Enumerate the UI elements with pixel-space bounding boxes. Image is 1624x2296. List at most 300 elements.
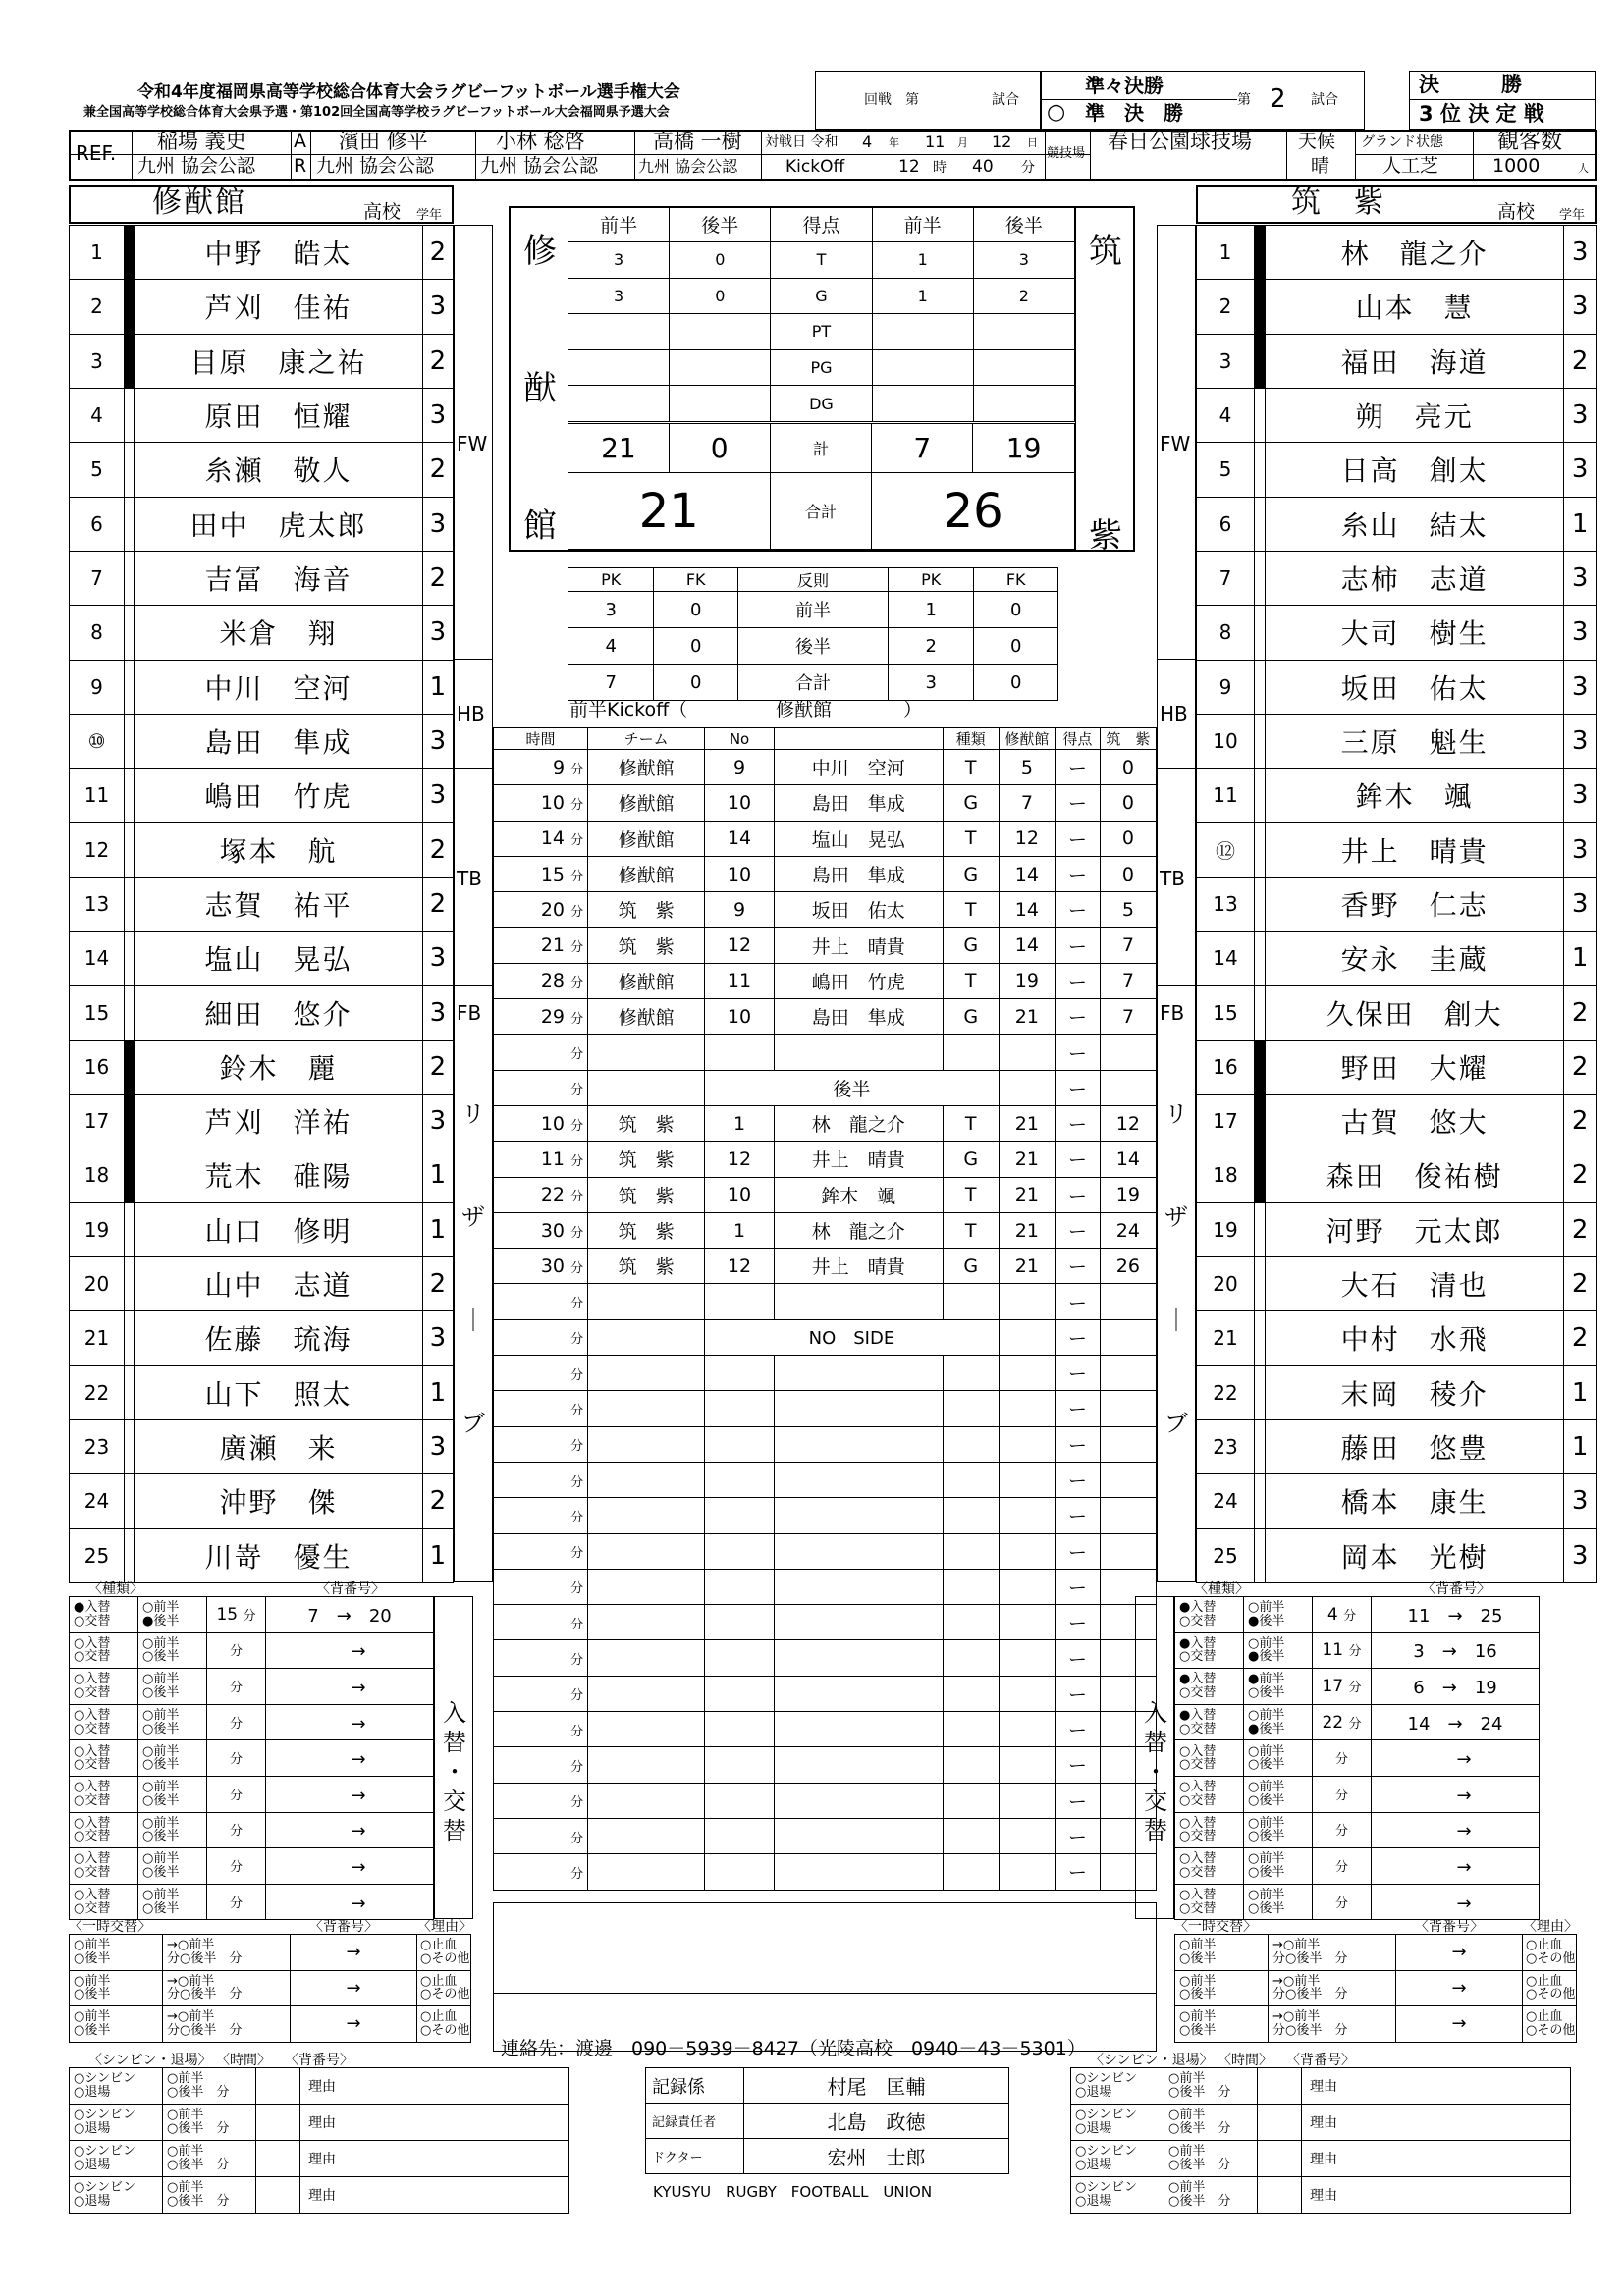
roster-row xyxy=(1197,1095,1597,1148)
penalty-header: FK xyxy=(974,568,1058,592)
log-dash: ー xyxy=(1056,1712,1101,1747)
temp-number-label: 〈背番号〉 xyxy=(309,1919,378,1935)
sub-vertical-char: 替 xyxy=(443,1817,466,1844)
jersey-number: 5 xyxy=(70,443,125,497)
official-name: 北島 政徳 xyxy=(744,2104,1009,2139)
sub-row: ○入替 ○交替 ○前半 ○後半 分 → xyxy=(70,1632,434,1669)
log-left-score: 21 xyxy=(999,1212,1055,1248)
penalty-cell: 合計 xyxy=(738,665,889,701)
log-time: 14 分 xyxy=(494,821,588,856)
front-row-marker xyxy=(1254,1311,1265,1365)
sub-out-number: 14 xyxy=(1407,1713,1431,1735)
sub-row: ●入替 ○交替 ○前半 ●後半 22 分 14 → 24 xyxy=(1175,1704,1540,1740)
arrow-icon: → xyxy=(1451,1977,1467,1999)
player-name: 林 龍之介 xyxy=(1265,226,1563,280)
player-name: 米倉 翔 xyxy=(135,606,423,660)
log-right-score: 5 xyxy=(1100,892,1156,928)
front-row-marker xyxy=(1254,823,1265,877)
sub-in-number: 19 xyxy=(1474,1677,1497,1698)
jersey-number: 14 xyxy=(70,932,125,986)
roster-row xyxy=(1197,1474,1597,1528)
jersey-number: 8 xyxy=(70,606,125,660)
log-time: 分 xyxy=(494,1356,588,1391)
left-team-vertical xyxy=(520,231,560,548)
reserve-char: リ xyxy=(1164,1100,1188,1128)
reserve-char: リ xyxy=(461,1100,485,1128)
log-dash: ー xyxy=(1056,821,1101,856)
player-grade: 2 xyxy=(422,1474,453,1528)
score-header: 後半 xyxy=(973,207,1074,242)
log-right-score: 12 xyxy=(1100,1105,1156,1141)
left-grade-label: 学年 xyxy=(416,208,443,223)
log-jersey: 14 xyxy=(705,821,775,856)
roster-row xyxy=(1197,1311,1597,1365)
score-cell xyxy=(568,349,670,386)
player-grade: 2 xyxy=(1564,1095,1597,1148)
sub-vertical-char: 入 xyxy=(1144,1699,1167,1727)
player-name: 塚本 航 xyxy=(135,823,423,877)
sub-vertical-char: ・ xyxy=(1144,1758,1167,1786)
sinbin-row: ○シンビン ○退場 ○前半 ○後半 分 理由 xyxy=(70,2177,569,2214)
roster-row xyxy=(1197,443,1597,497)
sinbin-row: ○シンビン ○退場 ○前半 ○後半 分 理由 xyxy=(1071,2105,1571,2141)
log-time: 9 分 xyxy=(494,750,588,785)
arrow-icon: → xyxy=(336,1605,352,1627)
sub-row: ○入替 ○交替 ○前半 ○後半 分 → xyxy=(70,1848,434,1885)
sub-row: ○入替 ○交替 ○前半 ○後半 分 → xyxy=(70,1740,434,1777)
sub-vertical-char: 替 xyxy=(443,1729,466,1756)
player-grade: 2 xyxy=(1564,1202,1597,1256)
jersey-number: 1 xyxy=(1197,226,1255,280)
roster-row xyxy=(70,606,454,660)
right-team-name: 筑 紫 xyxy=(1291,186,1385,220)
log-row xyxy=(494,785,1157,821)
right-first-half-points: 7 xyxy=(872,424,973,473)
front-row-marker xyxy=(1254,1365,1265,1419)
log-header: チーム xyxy=(588,728,705,750)
score-cell: T xyxy=(771,242,872,279)
log-time: 15 分 xyxy=(494,856,588,891)
player-name: 大石 清也 xyxy=(1265,1256,1563,1310)
log-time: 分 xyxy=(494,1747,588,1783)
arrow-icon: → xyxy=(1456,1821,1472,1842)
log-kind: T xyxy=(943,1212,999,1248)
arrow-icon: → xyxy=(1456,1749,1472,1771)
log-row xyxy=(494,750,1157,785)
roster-row xyxy=(1197,1148,1597,1202)
log-dash: ー xyxy=(1056,856,1101,891)
log-team: 筑 紫 xyxy=(588,1105,705,1141)
log-time: 分 xyxy=(494,1533,588,1569)
jersey-number: 7 xyxy=(70,551,125,605)
log-dash: ー xyxy=(1056,1391,1101,1426)
jersey-number: 11 xyxy=(70,769,125,823)
temp-row: ○前半 ○後半 →○前半 分○後半 分 → ○止血 ○その他 xyxy=(1175,1970,1577,2006)
no-side-label: NO SIDE xyxy=(705,1319,1000,1355)
log-kind: G xyxy=(943,856,999,891)
sub-table xyxy=(69,1596,434,1920)
log-player: 中川 空河 xyxy=(774,750,943,785)
log-row xyxy=(494,1035,1157,1070)
official-role: ドクター xyxy=(646,2139,744,2174)
score-header: 前半 xyxy=(568,207,670,242)
penalty-cell: 0 xyxy=(654,592,738,628)
front-row-marker xyxy=(1254,1202,1265,1256)
attendance-unit: 人 xyxy=(1578,162,1589,175)
score-totals xyxy=(568,423,1075,550)
player-name: 橋本 康生 xyxy=(1265,1474,1563,1528)
title-line-2: 兼全国高等学校総合体育大会県予選・第102回全国高等学校ラグビーフットボール大会福岡県予選大会 xyxy=(83,105,670,120)
reserve-char: ザ xyxy=(461,1203,485,1231)
log-dash: ー xyxy=(1056,892,1101,928)
player-grade: 2 xyxy=(422,443,453,497)
log-time: 分 xyxy=(494,1498,588,1533)
venue-name: 春日公園球技場 xyxy=(1108,130,1252,153)
player-grade: 2 xyxy=(1564,334,1597,388)
log-time: 分 xyxy=(494,1676,588,1711)
log-left-score: 21 xyxy=(999,1142,1055,1177)
temp-row: ○前半 ○後半 →○前半 分○後半 分 → ○止血 ○その他 xyxy=(1175,1935,1577,1971)
log-dash: ー xyxy=(1056,999,1101,1035)
temp-row: ○前半 ○後半 →○前半 分○後半 分 → ○止血 ○その他 xyxy=(70,2006,471,2043)
jersey-number: 16 xyxy=(1197,1040,1255,1094)
log-player: 坂田 佑太 xyxy=(774,892,943,928)
left-sinbin-table xyxy=(69,2067,569,2214)
temp-row: ○前半 ○後半 →○前半 分○後半 分 → ○止血 ○その他 xyxy=(1175,2006,1577,2043)
roster-row xyxy=(1197,226,1597,280)
right-second-half-points: 19 xyxy=(973,424,1075,473)
penalty-header: PK xyxy=(888,568,973,592)
arrow-icon: → xyxy=(346,1977,361,1999)
sub-row: ●入替 ○交替 ○前半 ●後半 11 分 3 → 16 xyxy=(1175,1632,1540,1669)
log-header: 時間 xyxy=(494,728,588,750)
log-header: No xyxy=(705,728,775,750)
player-grade: 3 xyxy=(1564,606,1597,660)
front-row-marker xyxy=(125,1256,135,1310)
jersey-number: 16 xyxy=(70,1040,125,1094)
log-row xyxy=(494,1783,1157,1818)
log-team: 修猷館 xyxy=(588,963,705,998)
arrow-icon: → xyxy=(351,1821,366,1842)
player-grade: 1 xyxy=(422,660,453,714)
player-grade: 3 xyxy=(1564,226,1597,280)
ref-label: REF. xyxy=(76,141,117,165)
player-name: 島田 隼成 xyxy=(135,714,423,768)
left-pos-reserve xyxy=(459,1099,488,1438)
official-name: 村尾 匡輔 xyxy=(744,2068,1009,2104)
reserve-char: ｜ xyxy=(1164,1307,1188,1334)
player-grade: 2 xyxy=(1564,986,1597,1040)
arrow-icon: → xyxy=(1451,2013,1467,2035)
front-row-marker xyxy=(1254,443,1265,497)
log-time: 分 xyxy=(494,1818,588,1853)
log-dash: ー xyxy=(1056,750,1101,785)
front-row-marker xyxy=(125,1095,135,1148)
log-row xyxy=(494,1569,1157,1604)
score-cell xyxy=(872,386,973,422)
jersey-number: 9 xyxy=(1197,660,1255,714)
circle-mark: ○ xyxy=(1047,100,1066,125)
jersey-number: 25 xyxy=(1197,1528,1255,1582)
log-player: 嶋田 竹虎 xyxy=(774,963,943,998)
jersey-number: 22 xyxy=(70,1365,125,1419)
sub-row: ●入替 ○交替 ○前半 ●後半 15 分 7 → 20 xyxy=(70,1597,434,1633)
sub-minute: 15 xyxy=(216,1604,239,1625)
penalty-cell: 1 xyxy=(888,592,973,628)
player-grade: 2 xyxy=(422,823,453,877)
log-row xyxy=(494,1212,1157,1248)
roster-row xyxy=(1197,551,1597,605)
ar1-name: 濱田 修平 xyxy=(339,130,428,153)
arrow-icon: → xyxy=(351,1785,366,1806)
log-right-score: 26 xyxy=(1100,1249,1156,1284)
log-team: 筑 紫 xyxy=(588,892,705,928)
front-row-marker xyxy=(125,823,135,877)
score-cell: 0 xyxy=(670,242,771,279)
arrow-icon: → xyxy=(1456,1856,1472,1878)
sub-out-number: 11 xyxy=(1407,1605,1431,1627)
right-pos-fb: FB xyxy=(1160,1001,1185,1025)
penalty-cell: 3 xyxy=(888,665,973,701)
player-name: 野田 大耀 xyxy=(1265,1040,1563,1094)
third-place-label: 3 位 決 定 戦 xyxy=(1419,102,1544,126)
front-row-marker xyxy=(125,1148,135,1202)
log-left-score: 21 xyxy=(999,999,1055,1035)
arrow-icon: → xyxy=(346,2013,361,2035)
attendance-label: 観客数 xyxy=(1497,130,1563,154)
log-dash: ー xyxy=(1056,1035,1101,1070)
log-time: 10 分 xyxy=(494,1105,588,1141)
log-right-score: 0 xyxy=(1100,785,1156,821)
left-pos-hb: HB xyxy=(457,702,485,725)
score-cell xyxy=(973,386,1074,422)
score-header: 前半 xyxy=(872,207,973,242)
roster-row xyxy=(1197,714,1597,768)
player-name: 朔 亮元 xyxy=(1265,388,1563,442)
jersey-number: 22 xyxy=(1197,1365,1255,1419)
log-player: 井上 晴貴 xyxy=(774,1249,943,1284)
sinbin-label: 〈シンビン・退場〉 xyxy=(88,2053,212,2068)
log-kind: G xyxy=(943,1142,999,1177)
roster-row xyxy=(70,986,454,1040)
sub-row: ○入替 ○交替 ○前半 ○後半 分 → xyxy=(1175,1812,1540,1848)
player-name: 岡本 光樹 xyxy=(1265,1528,1563,1582)
roster-row xyxy=(70,1474,454,1528)
left-pos-fb: FB xyxy=(457,1001,482,1025)
roster-row xyxy=(70,660,454,714)
date-year-label: 年 xyxy=(889,136,899,149)
player-grade: 2 xyxy=(1564,1311,1597,1365)
sub-minute: 11 xyxy=(1322,1640,1344,1661)
player-name: 沖野 傑 xyxy=(135,1474,423,1528)
roster-row xyxy=(1197,606,1597,660)
log-row xyxy=(494,928,1157,963)
sub-kind-label: 〈種類〉 xyxy=(1194,1581,1249,1597)
log-row xyxy=(494,1533,1157,1569)
right-team-suffix: 高校 xyxy=(1497,201,1536,223)
player-grade: 1 xyxy=(422,1365,453,1419)
sinbin-row: ○シンビン ○退場 ○前半 ○後半 分 理由 xyxy=(70,2141,569,2177)
jersey-number: 6 xyxy=(70,497,125,551)
log-player: 井上 晴貴 xyxy=(774,1142,943,1177)
log-time: 10 分 xyxy=(494,785,588,821)
sinbin-time-label: 〈時間〉 xyxy=(216,2053,271,2068)
official-role: 記録責任者 xyxy=(646,2104,744,2139)
log-team: 筑 紫 xyxy=(588,1212,705,1248)
jersey-number: 21 xyxy=(70,1311,125,1365)
arrow-icon: → xyxy=(351,1677,366,1698)
penalty-header: PK xyxy=(568,568,654,592)
sub-row: ○入替 ○交替 ○前半 ○後半 分 → xyxy=(1175,1776,1540,1812)
log-time: 22 分 xyxy=(494,1177,588,1212)
right-team-header xyxy=(1196,185,1597,224)
front-row-marker xyxy=(125,1365,135,1419)
log-right-score: 0 xyxy=(1100,856,1156,891)
roster-row xyxy=(70,823,454,877)
log-time: 29 分 xyxy=(494,999,588,1035)
roster-row xyxy=(70,714,454,768)
jersey-number: 9 xyxy=(70,660,125,714)
score-cell xyxy=(872,314,973,350)
front-row-marker xyxy=(1254,334,1265,388)
sub-kind-label: 〈種類〉 xyxy=(88,1581,143,1597)
front-row-marker xyxy=(125,660,135,714)
officials-table xyxy=(645,2067,1009,2174)
log-dash: ー xyxy=(1056,1142,1101,1177)
log-dash: ー xyxy=(1056,1177,1101,1212)
log-row xyxy=(494,1142,1157,1177)
reserve-char: ザ xyxy=(1164,1203,1188,1231)
weather-label: 天候 xyxy=(1298,131,1336,152)
log-row xyxy=(494,1818,1157,1853)
front-row-marker xyxy=(125,1202,135,1256)
sub-vertical-char: 替 xyxy=(1144,1817,1167,1844)
jersey-number: 20 xyxy=(70,1256,125,1310)
weather-value: 晴 xyxy=(1311,155,1330,177)
front-row-marker xyxy=(1254,714,1265,768)
sub-row: ○入替 ○交替 ○前半 ○後半 分 → xyxy=(1175,1848,1540,1885)
front-row-marker xyxy=(1254,932,1265,986)
log-player: 島田 隼成 xyxy=(774,999,943,1035)
sub-vertical-char: 交 xyxy=(1144,1788,1167,1815)
log-right-score: 0 xyxy=(1100,821,1156,856)
log-dash: ー xyxy=(1056,1676,1101,1711)
official-row xyxy=(646,2104,1009,2139)
game-no: 2 xyxy=(1270,84,1286,114)
sub-number-label: 〈背番号〉 xyxy=(316,1581,385,1597)
score-cell: PT xyxy=(771,314,872,350)
log-row xyxy=(494,821,1157,856)
jersey-number: ⑫ xyxy=(1197,823,1255,877)
log-dash: ー xyxy=(1056,1783,1101,1818)
log-row xyxy=(494,1712,1157,1747)
score-cell: 3 xyxy=(973,242,1074,279)
score-cell xyxy=(568,314,670,350)
log-dash: ー xyxy=(1056,963,1101,998)
player-grade: 1 xyxy=(422,1148,453,1202)
jersey-number: 19 xyxy=(70,1202,125,1256)
venue-label: 競技場 xyxy=(1047,146,1086,161)
player-grade: 2 xyxy=(422,1040,453,1094)
log-kind: T xyxy=(943,892,999,928)
log-row xyxy=(494,1854,1157,1890)
log-kind: G xyxy=(943,1249,999,1284)
right-pos-hb: HB xyxy=(1160,702,1188,725)
log-time: 分 xyxy=(494,1640,588,1676)
jersey-number: 3 xyxy=(1197,334,1255,388)
log-row xyxy=(494,1640,1157,1676)
roster-row xyxy=(70,1256,454,1310)
log-row xyxy=(494,1498,1157,1533)
log-jersey: 12 xyxy=(705,1249,775,1284)
sub-row: ●入替 ○交替 ●前半 ○後半 17 分 6 → 19 xyxy=(1175,1669,1540,1705)
roster-row xyxy=(70,1040,454,1094)
log-dash: ー xyxy=(1056,1249,1101,1284)
roster-row xyxy=(1197,497,1597,551)
log-right-score: 7 xyxy=(1100,928,1156,963)
arrow-icon: → xyxy=(1456,1785,1472,1806)
round-label: 回戦 第 xyxy=(864,92,919,108)
roster-row xyxy=(70,551,454,605)
player-grade: 2 xyxy=(422,226,453,280)
jersey-number: 6 xyxy=(1197,497,1255,551)
sub-row: ○入替 ○交替 ○前半 ○後半 分 → xyxy=(1175,1740,1540,1777)
log-row xyxy=(494,1177,1157,1212)
roster-row xyxy=(70,877,454,931)
player-name: 中川 空河 xyxy=(135,660,423,714)
date-label: 対戦日 令和 xyxy=(765,134,839,150)
player-name: 藤田 悠豊 xyxy=(1265,1419,1563,1473)
player-name: 鉾木 颯 xyxy=(1265,769,1563,823)
log-time: 分 xyxy=(494,1783,588,1818)
player-grade: 3 xyxy=(422,1095,453,1148)
log-left-score: 19 xyxy=(999,963,1055,998)
front-row-marker xyxy=(125,1040,135,1094)
penalty-cell: 2 xyxy=(888,628,973,665)
log-header: 筑 紫 xyxy=(1100,728,1156,750)
log-left-score: 5 xyxy=(999,750,1055,785)
player-name: 糸山 結太 xyxy=(1265,497,1563,551)
log-jersey: 10 xyxy=(705,1177,775,1212)
roster-row xyxy=(70,280,454,334)
player-name: 古賀 悠大 xyxy=(1265,1095,1563,1148)
front-row-marker xyxy=(1254,1474,1265,1528)
jersey-number: 24 xyxy=(70,1474,125,1528)
front-row-marker xyxy=(1254,986,1265,1040)
player-grade: 3 xyxy=(1564,443,1597,497)
sub-out-number: 6 xyxy=(1413,1677,1425,1698)
second-half-label: 後半 xyxy=(705,1070,1000,1105)
front-row-marker xyxy=(1254,877,1265,931)
right-pos-tb: TB xyxy=(1160,867,1185,890)
log-row xyxy=(494,1605,1157,1640)
affiliation-4: 九州 協会公認 xyxy=(638,157,738,176)
score-cell: G xyxy=(771,278,872,314)
round-option-semi: 準 決 勝 xyxy=(1085,101,1183,125)
log-row xyxy=(494,1105,1157,1141)
r-label: R xyxy=(294,155,307,177)
front-row-marker xyxy=(125,388,135,442)
log-dash: ー xyxy=(1056,1462,1101,1497)
footer-union: KYUSYU RUGBY FOOTBALL UNION xyxy=(653,2183,933,2201)
log-dash: ー xyxy=(1056,1854,1101,1890)
front-row-marker xyxy=(1254,1528,1265,1582)
player-grade: 3 xyxy=(1564,714,1597,768)
log-row xyxy=(494,999,1157,1035)
player-grade: 3 xyxy=(1564,1474,1597,1528)
log-dash: ー xyxy=(1056,1105,1101,1141)
log-time: 30 分 xyxy=(494,1212,588,1248)
